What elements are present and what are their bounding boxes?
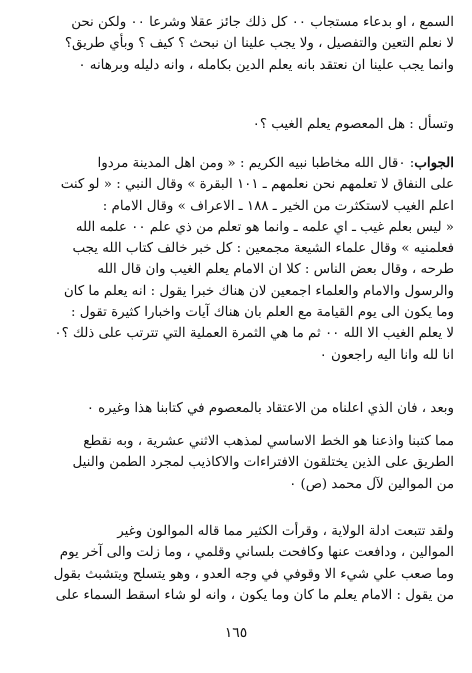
text-line: طرحه ، وقال بعض الناس : كلا ان الامام يعلم الغيب وان قال الله [97, 262, 454, 278]
answer-label: الجواب [414, 155, 454, 171]
text-line: على النفاق لا تعلمهم نحن نعلمهم ـ ١٠١ البقرة » وقال النبي : « لو كنت [60, 177, 454, 193]
text-line: لا نعلم التعين والتفصيل ، ولا يجب علينا ان نبحث ؟ كيف ؟ وبأي طريق؟ [64, 36, 454, 52]
answer-first-line: : ٠قال الله مخاطبا نبيه الكريم : « ومن اهل المدينة مردوا [97, 156, 415, 171]
text-line: والرسول والامام والعلماء اجمعين لان هناك خبرا يقول : انه يعلم ما كان [63, 283, 454, 299]
page-number: ١٦٥ [224, 625, 248, 641]
question-line: وتسأل : هل المعصوم يعلم الغيب ؟٠ [252, 117, 454, 132]
text-line: فعلمنيه » وقال علماء الشيعة مجمعين : كل خبر خالف كتاب الله يجب [72, 241, 454, 257]
text-line: وما يكون الى يوم القيامة مع العلم بان هناك آيات واخبارا كثيرة تقول : [70, 305, 454, 321]
text-line: اعلم الغيب لاستكثرت من الخير ـ ١٨٨ ـ الاعراف » وقال الامام : [102, 198, 454, 214]
paragraph-main [18, 431, 454, 495]
question-paragraph [18, 114, 454, 135]
paragraph-intro [18, 12, 454, 76]
text-line: مما كتبنا واذعنا هو الخط الاساسي لمذهب الاثني عشرية ، وبه نقطع [83, 434, 454, 449]
text-line: السمع ، او بدعاء مستجاب ٠٠ كل ذلك جائز عقلا وشرعا ٠٠ ولكن نحن [71, 15, 454, 30]
text-line: « ليس بعلم غيب ـ اي علمه ـ وانما هو تعلم من ذي علم ٠٠ علمه الله [75, 219, 454, 235]
text-line: انا لله وانا اليه راجعون ٠ [319, 347, 454, 363]
text-line: الطريق على الذين يختلقون الافتراءات والاكاذيب لمجرد الطمن والنيل [72, 455, 454, 471]
text-line: لا يعلم الغيب الا الله ٠٠ ثم ما هي الثمرة العملية التي تترتب على ذلك ؟٠ [54, 326, 454, 342]
text-line [18, 153, 454, 174]
text-line: الموالين ، ودافعت عنها وكافحت بلساني وقلمي ، وما زلت والى آخر يوم [59, 545, 454, 561]
text-line: ولقد تتبعت ادلة الولاية ، وقرأت الكثير مما قاله الموالون وغير [117, 524, 454, 539]
paragraph-last [18, 521, 454, 606]
text-line: وما صعب علي شيء الا وقوفي في وجه العدو ، وهو يتسلح ويتشبث بقول [53, 566, 454, 582]
text-line: وبعد ، فان الذي اعلناه من الاعتقاد بالمعصوم في كتابنا هذا وغيره ٠ [86, 401, 454, 416]
answer-paragraph [18, 153, 454, 366]
paragraph-after [18, 398, 454, 419]
text-line: من الموالين لآل محمد (ص) ٠ [289, 476, 454, 492]
text-line: من يقول : الامام يعلم ما كان وما يكون ، وانه لو شاء اسقط السماء على [55, 587, 454, 603]
text-line: وانما يجب علينا ان نعتقد بانه يعلم الدين بكامله ، وانه دليله وبرهانه ٠ [78, 57, 454, 73]
